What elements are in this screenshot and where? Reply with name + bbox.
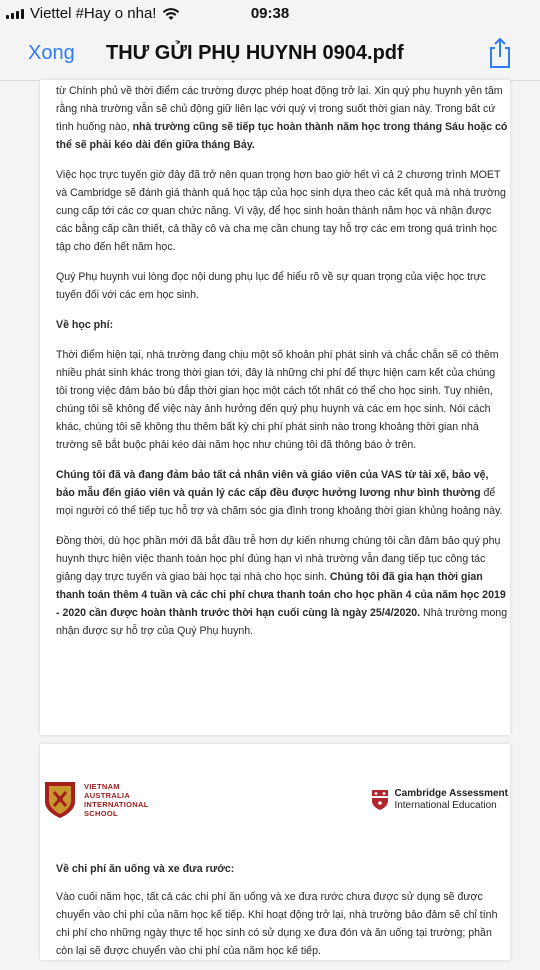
paragraph-intro: từ Chính phủ về thời điểm các trường được phép hoạt động trở lại. Xin quý phụ huynh yên tâm rằng nhà trường vẫn sẽ chủ động giữ liên lạc với quý vị trong suốt thời gian này. Trong bất cứ tình huống nào, nhà trường cũng sẽ tiếp tục hoàn thành năm học trong tháng Sáu hoặc có thể sẽ phải kéo dài đến giữa tháng Bảy.: [56, 85, 508, 151]
vais-name: VIETNAM AUSTRALIA INTERNATIONAL SCHOOL: [84, 782, 149, 818]
cambridge-name: Cambridge Assessment International Education: [394, 788, 508, 811]
page2-content: [56, 860, 508, 970]
vais-crest-icon: [42, 780, 78, 820]
paragraph-staff-salary: Chúng tôi đã và đang đảm bảo tất cả nhân viên và giáo viên của VAS từ tài xế, bảo vệ, bảo mẫu đến giáo viên và quản lý các cấp đều được hưởng lương như bình thường để mọi người có thể tiếp tục hỗ trợ và chăm sóc gia đình trong khoảng thời gian khủng hoảng này.: [56, 469, 503, 517]
pdf-page-1[interactable]: [40, 80, 510, 735]
heading-tuition: Về học phí:: [56, 319, 114, 331]
heading-meals-bus: Về chi phí ăn uống và xe đưa rước:: [56, 863, 235, 875]
paragraph-meals-bus: Vào cuối năm học, tất cả các chi phí ăn uống và xe đưa rước chưa được sử dụng sẽ được chuyển vào chi phí của năm học kế tiếp. Khi hoạt động trở lại, nhà trường bảo đảm sẽ chỉ tính chi phí cho những ngày thực tế học sinh có sử dụng xe đưa đón và ăn uống tại trường; phần còn lại sẽ được chuyển vào chi phí của năm học kế tiếp.: [56, 891, 498, 957]
done-button[interactable]: Xong: [28, 42, 75, 64]
cambridge-logo: [371, 788, 508, 812]
paragraph-appendix: Quý Phụ huynh vui lòng đọc nội dung phụ lục để hiểu rõ về sự quan trọng của việc học trực tuyến đối với các em học sinh.: [56, 271, 486, 301]
vais-logo: [42, 780, 149, 820]
cambridge-shield-icon: [371, 789, 389, 811]
paragraph-online-learning: Việc học trực tuyến giờ đây đã trở nên quan trọng hơn bao giờ hết vì cả 2 chương trình MOET và Cambridge sẽ đánh giá thành quả học tập của học sinh dựa theo các kết quả mà nhà trường cung cấp tới các cơ quan chức năng. Vì vậy, để học sinh hoàn thành năm học và nhận được các bằng cấp cần thiết, cả thầy cô và cha mẹ cần chung tay hỗ trợ các em trong quá trình học tập cho đến hết năm học.: [56, 169, 506, 253]
carrier-label: Viettel #Hay o nha!: [30, 5, 157, 22]
nav-bar: [0, 28, 540, 81]
status-bar: [0, 0, 540, 28]
document-title: THƯ GỬI PHỤ HUYNH 0904.pdf: [106, 42, 404, 64]
paragraph-fees: Thời điểm hiện tại, nhà trường đang chịu một số khoản phí phát sinh và chắc chắn sẽ có thêm nhiều phát sinh khác trong thời gian tới, đây là những chi phí để thực hiện cam kết của chúng tôi trong việc đảm bảo bù đắp thời gian học một cách tốt nhất có thể cho học sinh. Tuy nhiên, chúng tôi sẽ không để việc này ảnh hưởng đến quý phụ huynh và các em học sinh. Nói cách khác, chúng tôi sẽ không thu thêm bất kỳ chi phí phát sinh nào trong khoảng thời gian nhà trường sẽ bắt buộc phải kéo dài năm học như chúng tôi đã thông báo ở trên.: [56, 349, 499, 451]
paragraph-payment: Đồng thời, dù học phần mới đã bắt đầu trễ hơn dự kiến nhưng chúng tôi cần đảm bảo quý phụ huynh thực hiện việc thanh toán học phí đúng hạn vì nhà trường vẫn đang tiếp tục công tác giảng dạy trực tuyến và giao bài học tại nhà cho học sinh. Chúng tôi đã gia hạn thời gian thanh toán thêm 4 tuần và các chi phí chưa thanh toán cho học phần 4 của năm học 2019 - 2020 cần được hoàn thành trước thời hạn cuối cùng là ngày 25/4/2020. Nhà trường mong nhận được sự hỗ trợ của Quý Phụ huynh.: [56, 535, 508, 637]
pdf-page-2[interactable]: [40, 744, 510, 960]
share-icon[interactable]: [486, 37, 514, 69]
page1-content: [56, 82, 508, 652]
status-time: 09:38: [250, 5, 290, 22]
